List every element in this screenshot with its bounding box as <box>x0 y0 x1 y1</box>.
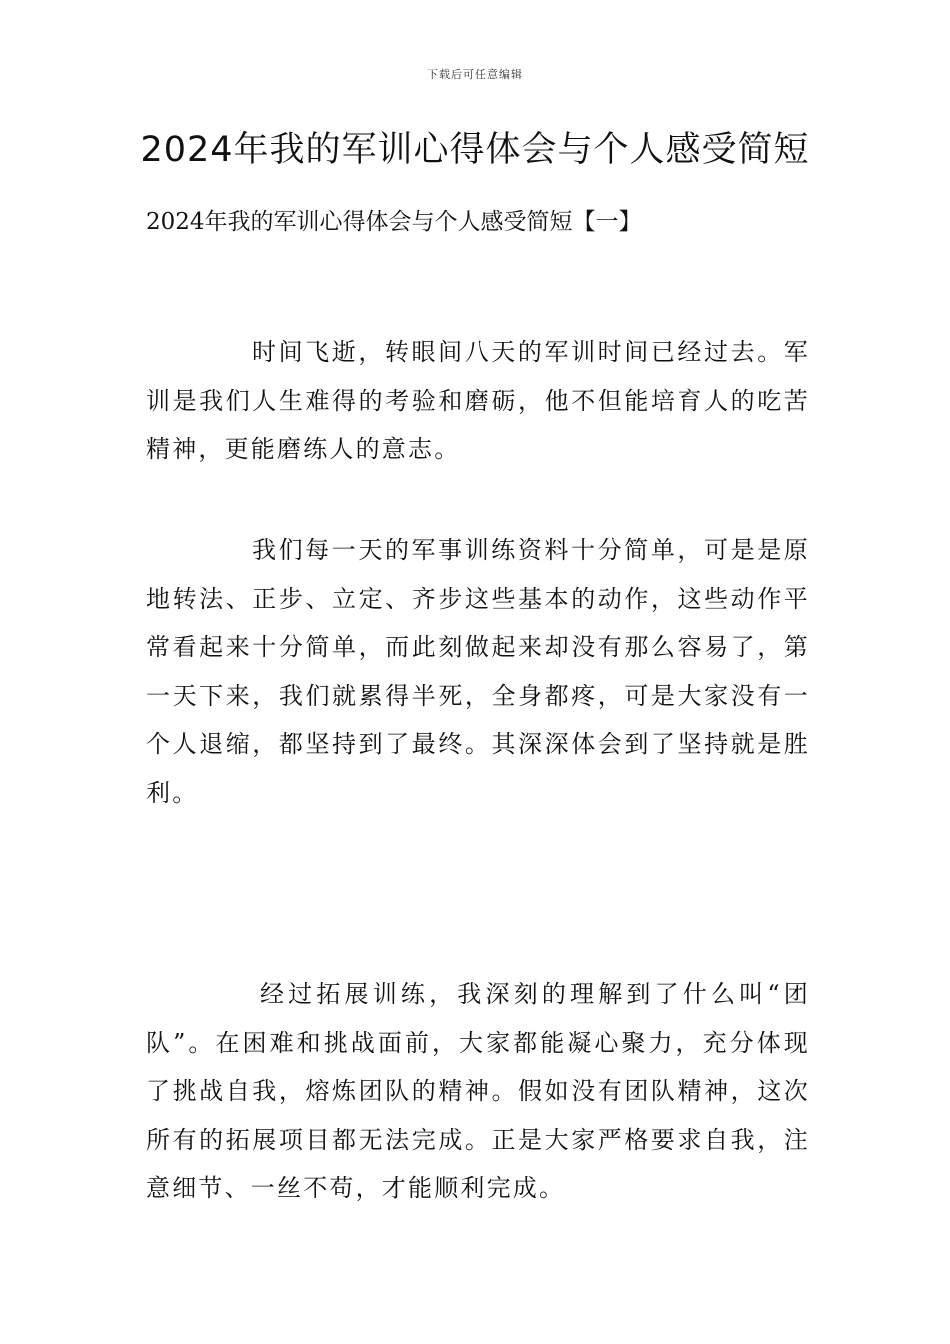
paragraph-3: 经过拓展训练，我深刻的理解到了什么叫“团队”。在困难和挑战面前，大家都能凝心聚力，充分体现了挑战自我，熔炼团队的精神。假如没有团队精神，这次所有的拓展项目都无法完成。正是大家严格要求自我，注意细节、一丝不苟，才能顺利完成。 <box>146 980 810 1203</box>
header-note: 下载后可任意编辑 <box>427 68 523 81</box>
document-title: 2024年我的军训心得体会与个人感受简短 <box>140 130 810 170</box>
paragraph-1: 时间飞逝，转眼间八天的军训时间已经过去。军训是我们人生难得的考验和磨砺，他不但能培育人的吃苦精神，更能磨练人的意志。 <box>146 338 810 464</box>
paragraph-2: 我们每一天的军事训练资料十分简单，可是是原地转法、正步、立定、齐步这些基本的动作，这些动作平常看起来十分简单，而此刻做起来却没有那么容易了，第一天下来，我们就累得半死，全身都疼，可是大家没有一个人退缩，都坚持到了最终。其深深体会到了坚持就是胜利。 <box>146 536 810 807</box>
section-heading: 2024年我的军训心得体会与个人感受简短【一】 <box>146 209 642 235</box>
